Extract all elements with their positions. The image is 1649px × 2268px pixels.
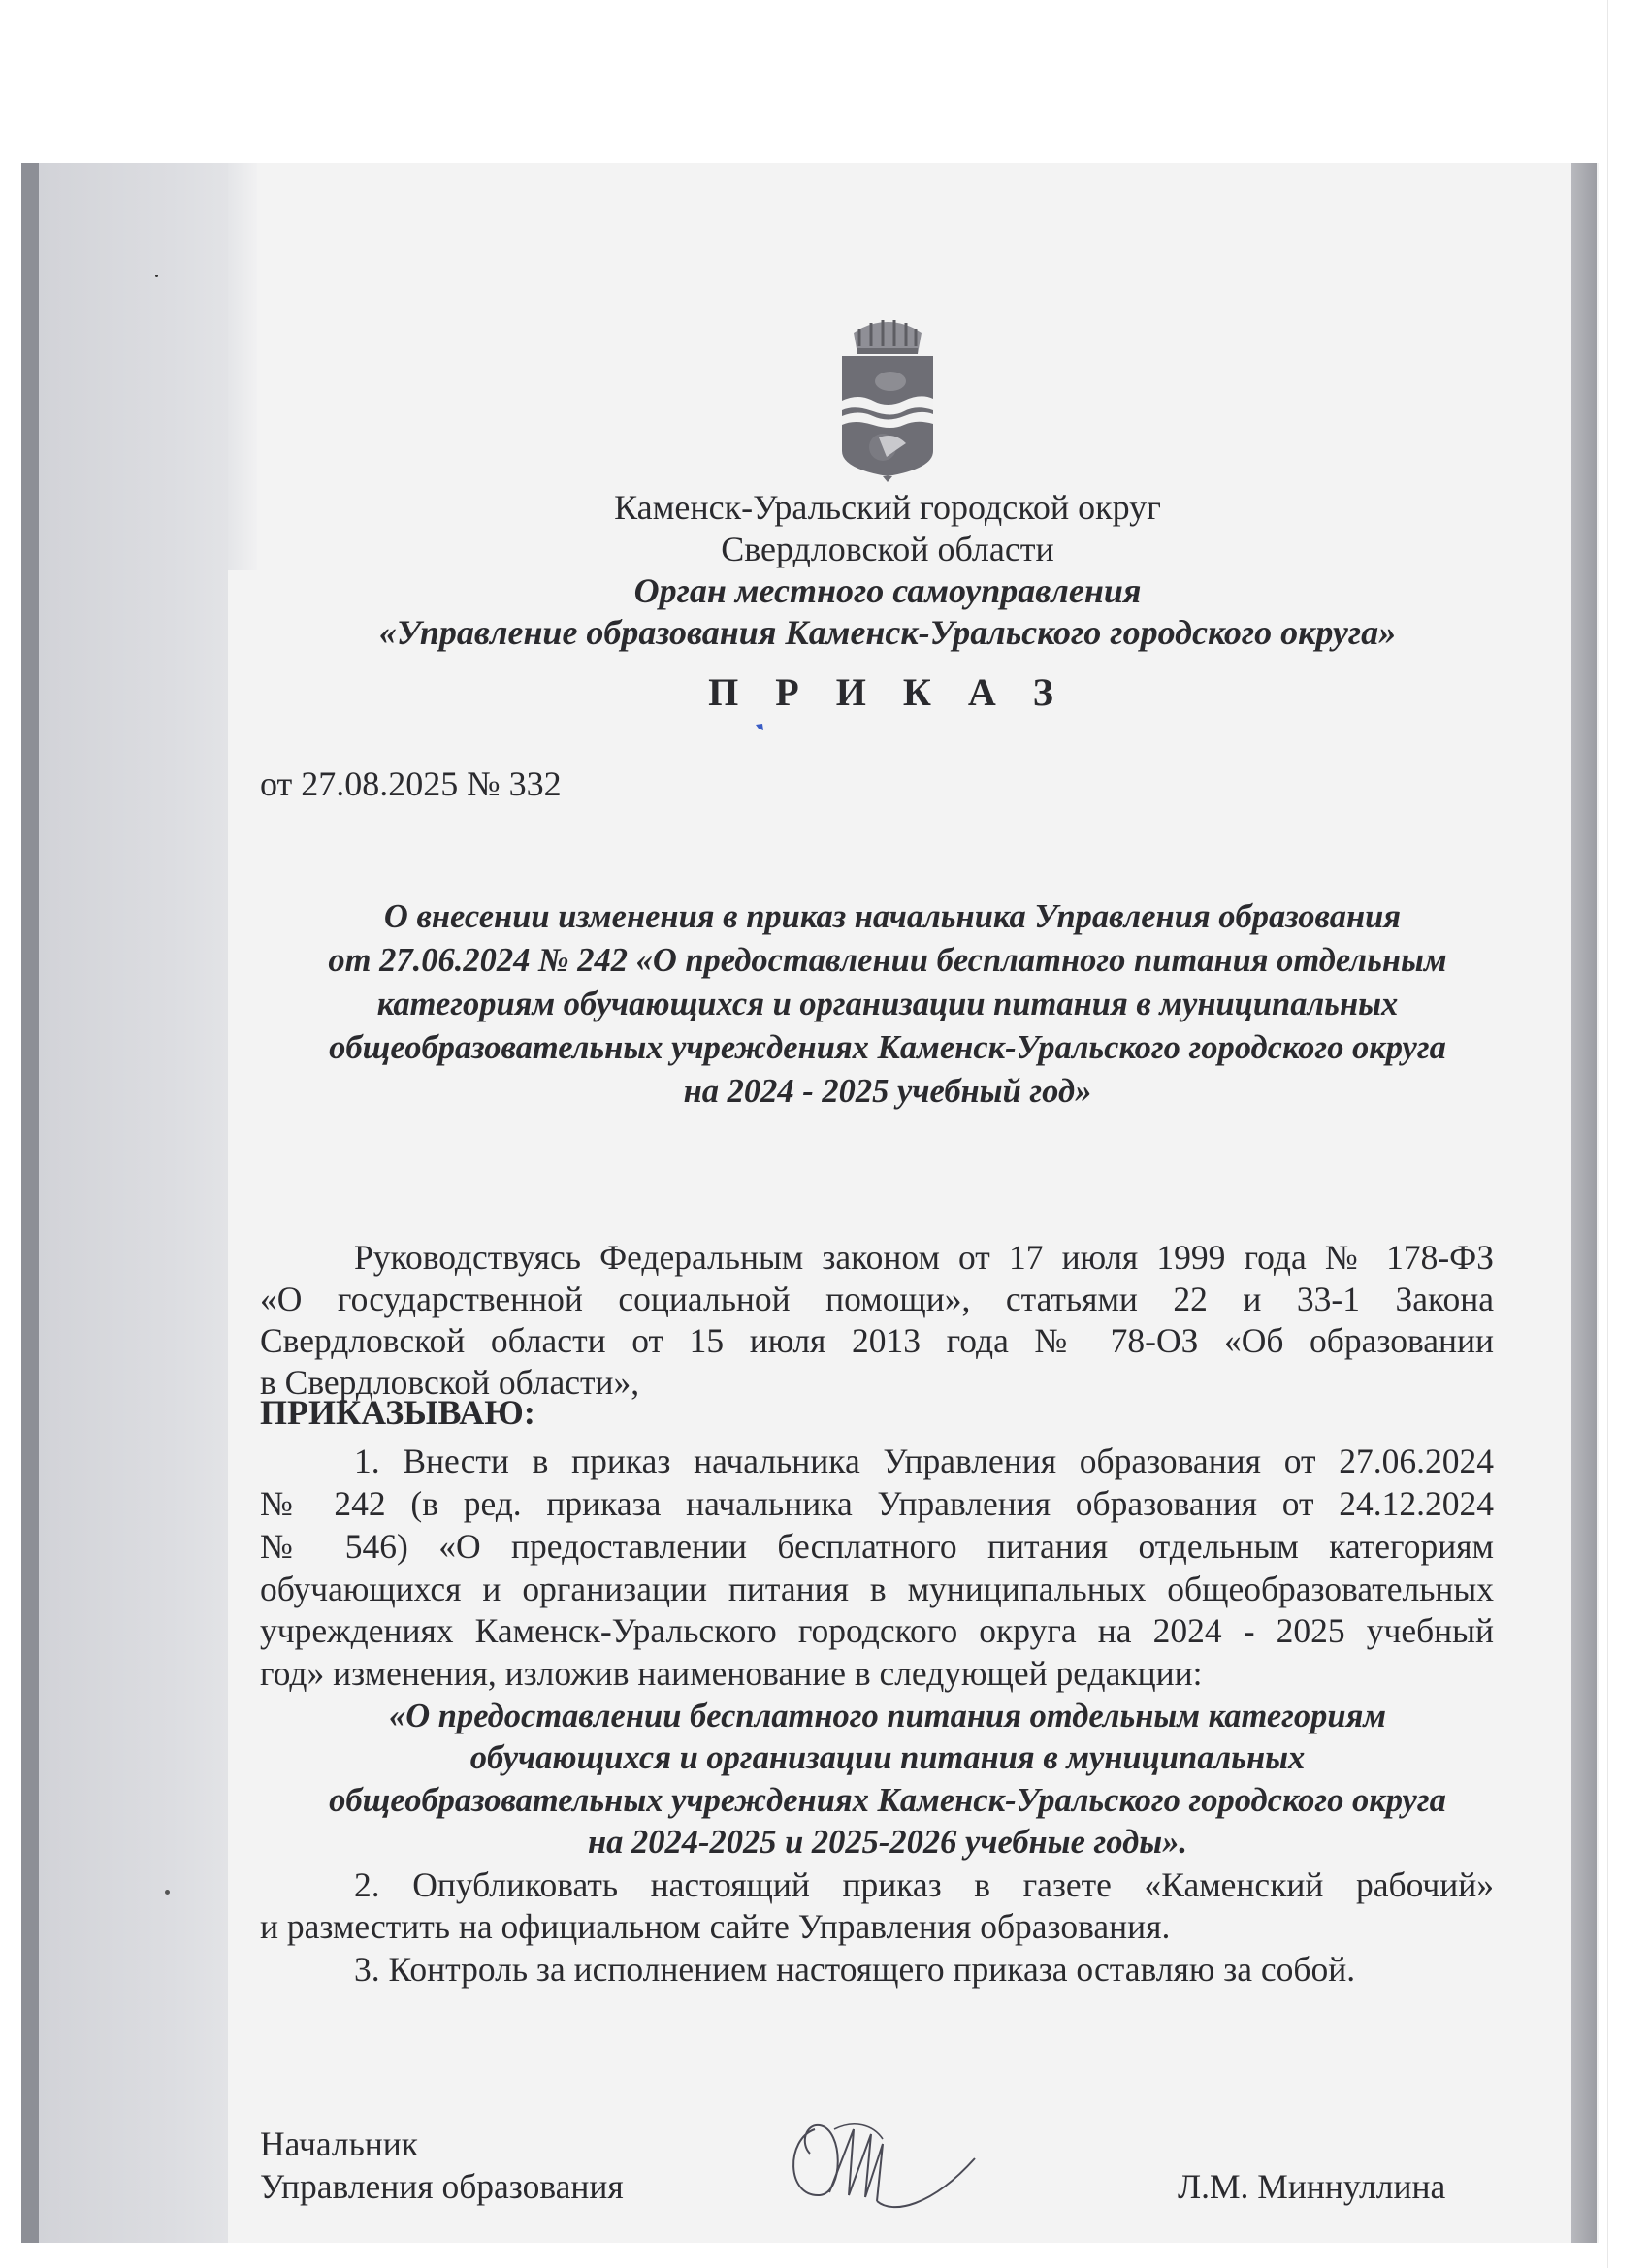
order-date-number: от 27.08.2025 № 332 [260,764,562,803]
region-name: Свердловской области [721,530,1054,568]
preamble-line: «О государственной социальной помощи», статьями 22 и 33-1 Закона [260,1280,1494,1318]
order-title-line: О внесении изменения в приказ начальника Управления образования [383,898,1402,935]
ink-mark [755,723,764,732]
new-title-line: «О предоставлении бесплатного питания отдельным категориям [388,1698,1387,1734]
item1-line: обучающихся и организации питания в муниципальных общеобразовательных [260,1570,1494,1608]
new-title-line: общеобразовательных учреждениях Каменск-Уральского городского округа [329,1782,1446,1819]
item3-line: 3. Контроль за исполнением настоящего приказа оставляю за собой. [354,1950,1356,1989]
item1-line: год» изменения, изложив наименование в следующей редакции: [260,1654,1203,1693]
scan-speck [155,275,158,277]
preamble-line: в Свердловской области», [260,1363,640,1402]
item1-line: учреждениях Каменск-Уральского городского округа на 2024 - 2025 учебный [260,1611,1494,1650]
signatory-position-line2: Управления образования [260,2167,624,2206]
authority-type: Орган местного самоуправления [633,571,1142,610]
item1-line: 1. Внести в приказ начальника Управления образования от 27.06.2024 [354,1442,1494,1480]
document-type-heading: П Р И К А З [708,670,1067,714]
order-directive: ПРИКАЗЫВАЮ: [260,1393,535,1432]
handwritten-signature [776,2100,999,2217]
coat-of-arms-emblem [834,315,941,482]
signatory-name: Л.М. Миннуллина [1178,2167,1446,2206]
item1-line: № 242 (в ред. приказа начальника Управления образования от 24.12.2024 [260,1484,1494,1523]
preamble-line: Руководствуясь Федеральным законом от 17 июля 1999 года № 178-ФЗ [354,1238,1494,1277]
order-title-line: общеобразовательных учреждениях Каменск-Уральского городского округа [329,1029,1446,1066]
item2-line: 2. Опубликовать настоящий приказ в газете «Каменский рабочий» [354,1865,1494,1904]
order-title-line: от 27.06.2024 № 242 «О предоставлении бесплатного питания отдельным [328,942,1447,979]
municipality-name: Каменск-Уральский городской округ [614,488,1161,527]
item1-line: № 546) «О предоставлении бесплатного питания отдельным категориям [260,1527,1494,1566]
scan-speck [165,1890,170,1895]
authority-name: «Управление образования Каменск-Уральского городского округа» [378,613,1397,652]
new-title-line: на 2024-2025 и 2025-2026 учебные годы». [587,1824,1188,1861]
new-title-line: обучающихся и организации питания в муниципальных [469,1739,1306,1776]
item2-line: и разместить на официальном сайте Управления образования. [260,1907,1171,1946]
signatory-position-line1: Начальник [260,2124,419,2163]
order-title-line: на 2024 - 2025 учебный год» [683,1073,1092,1110]
preamble-line: Свердловской области от 15 июля 2013 года № 78-ОЗ «Об образовании [260,1321,1494,1360]
order-title-line: категориям обучающихся и организации питания в муниципальных [376,986,1399,1022]
